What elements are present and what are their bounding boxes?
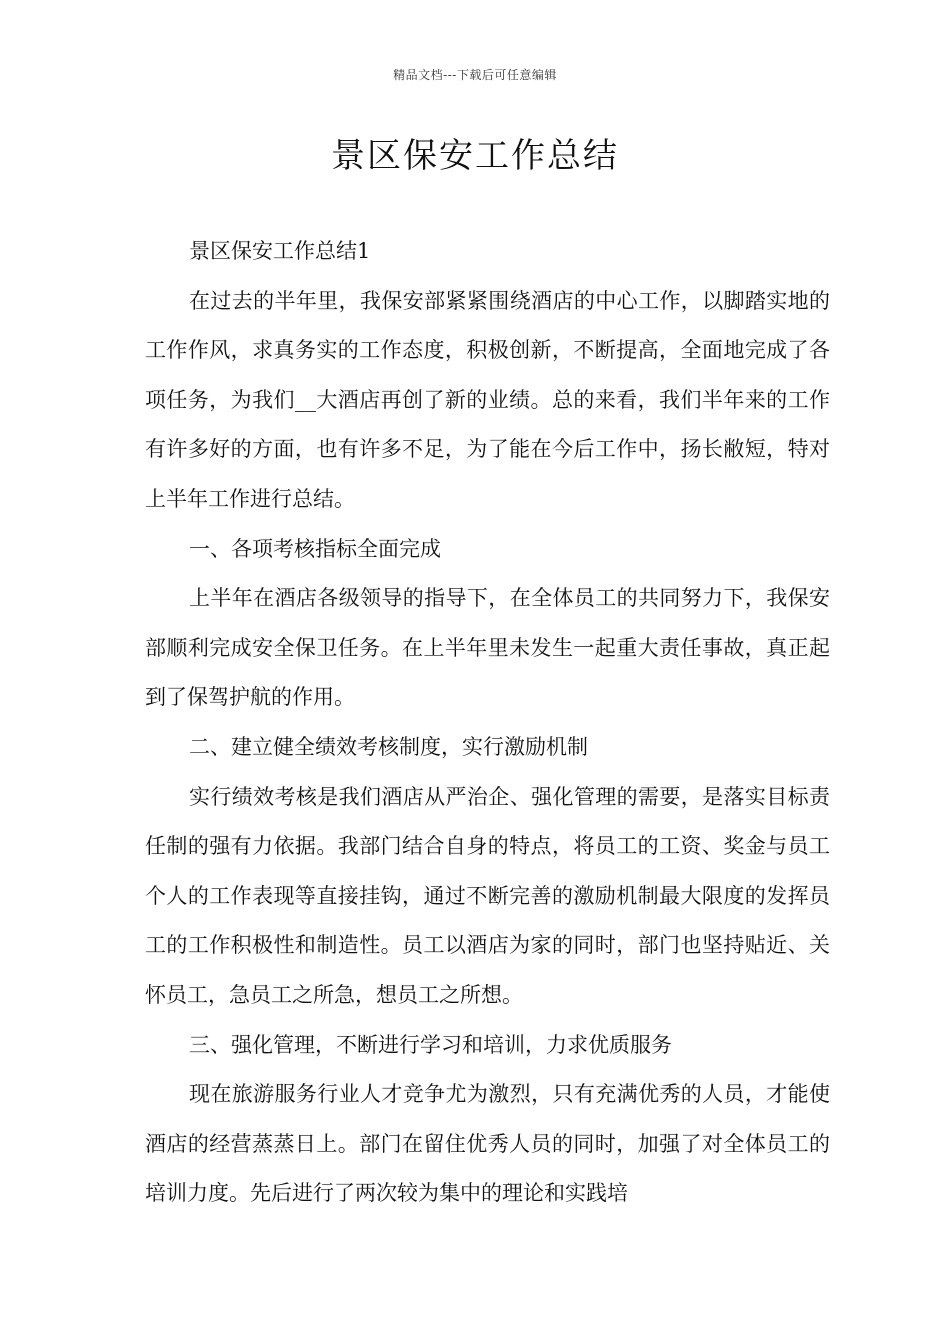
paragraph-section-2: 实行绩效考核是我们酒店从严治企、强化管理的需要，是落实目标责任制的强有力依据。我部门结合自身的特点，将员工的工资、奖金与员工个人的工作表现等直接挂钩，通过不断完善的激励机制最大限度的发挥员工的工作积极性和制造性。员工以酒店为家的同时，部门也坚持贴近、关怀员工，急员工之所急，想员工之所想。 [145, 784, 830, 1007]
header-note: 精品文档---下载后可任意编辑 [393, 68, 557, 82]
paragraph-section-1: 上半年在酒店各级领导的指导下，在全体员工的共同努力下，我保安部顺利完成安全保卫任务。在上半年里未发生一起重大责任事故，真正起到了保驾护航的作用。 [145, 586, 830, 710]
paragraph-subtitle: 景区保安工作总结1 [189, 239, 371, 263]
section-heading-1: 一、各项考核指标全面完成 [189, 536, 441, 561]
paragraph-section-3: 现在旅游服务行业人才竞争尤为激烈，只有充满优秀的人员，才能使酒店的经营蒸蒸日上。部门在留住优秀人员的同时，加强了对全体员工的培训力度。先后进行了两次较为集中的理论和实践培 [145, 1082, 830, 1206]
document-title: 景区保安工作总结 [331, 136, 619, 176]
section-heading-2: 二、建立健全绩效考核制度，实行激励机制 [189, 734, 588, 759]
section-heading-3: 三、强化管理，不断进行学习和培训，力求优质服务 [189, 1032, 672, 1057]
paragraph-intro: 在过去的半年里，我保安部紧紧围绕酒店的中心工作，以脚踏实地的工作作风，求真务实的工作态度，积极创新，不断提高，全面地完成了各项任务，为我们__大酒店再创了新的业绩。总的来看，我们半年来的工作有许多好的方面，也有许多不足，为了能在今后工作中，扬长敝短，特对上半年工作进行总结。 [145, 288, 830, 511]
document-body [145, 227, 830, 1219]
